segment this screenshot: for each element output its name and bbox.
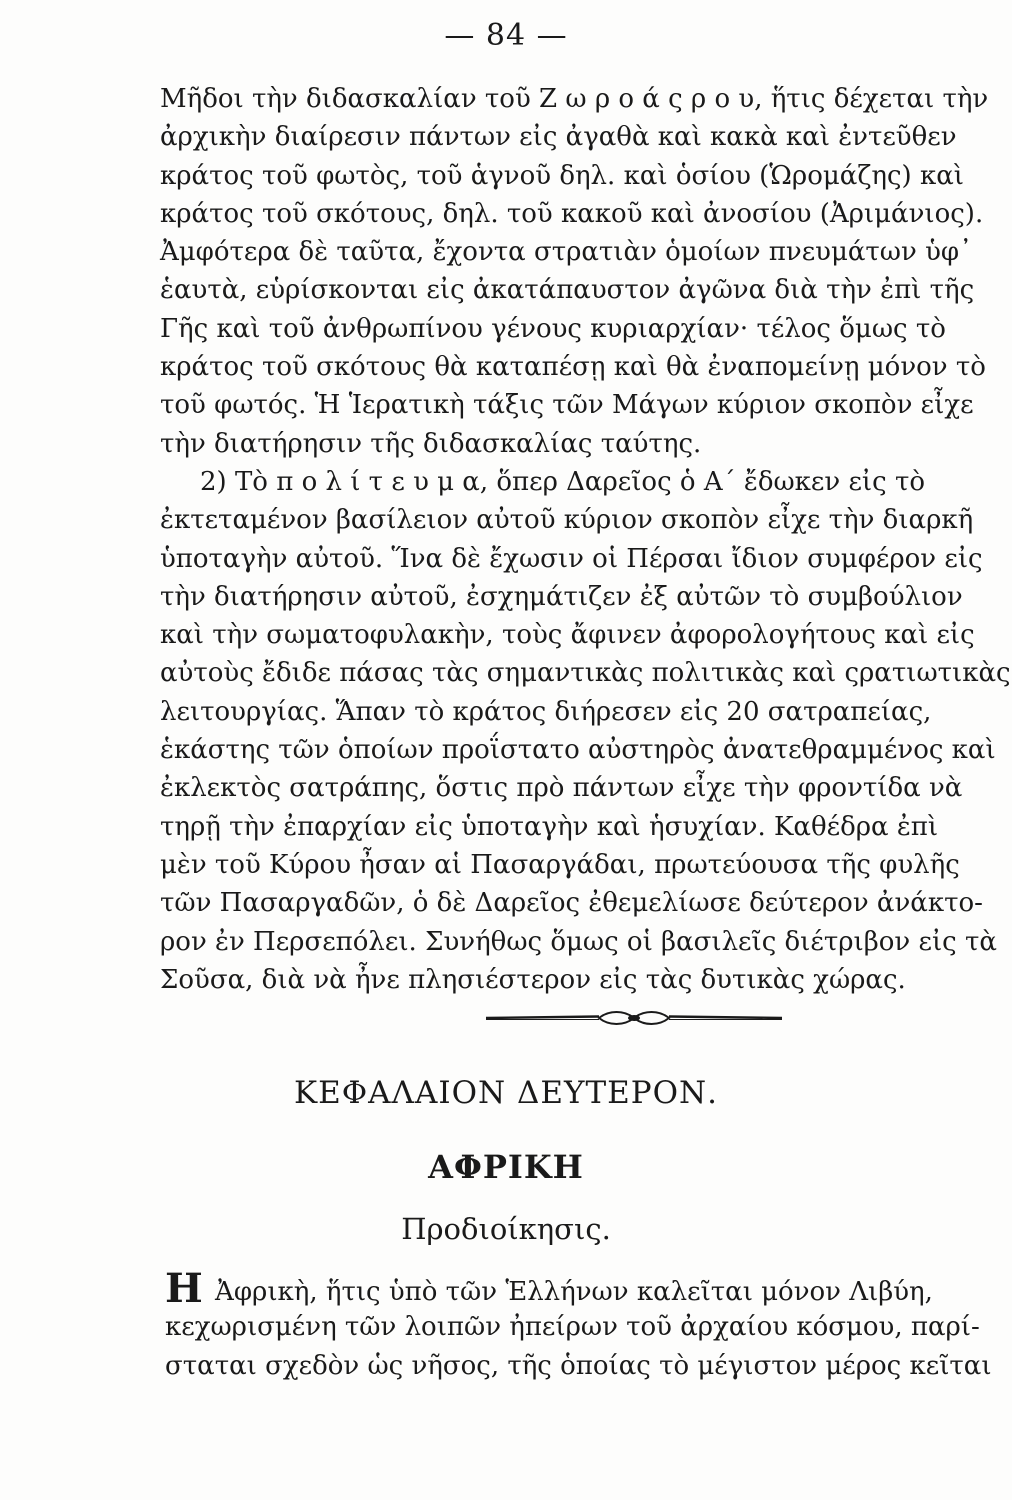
text-line: τὴν διατήρησιν αὐτοῦ, ἐσχημάτιζεν ἐξ αὐτῶν τὸ συμβούλιον [160, 581, 963, 612]
text-line: τοῦ φωτός. Ἡ Ἱερατικὴ τάξις τῶν Μάγων κύριον σκοπὸν εἶχε [160, 390, 974, 421]
text-line: κράτος τοῦ σκότους θὰ καταπέσῃ καὶ θὰ ἐναπομείνῃ μόνον τὸ [160, 352, 986, 383]
section-heading: ΑΦΡΙΚΗ [428, 1148, 584, 1186]
decorative-rule [484, 1006, 784, 1030]
text-line: Σοῦσα, διὰ νὰ ἦνε πλησιέστερον εἰς τὰς δυτικὰς χώρας. [160, 964, 906, 995]
text-line: ρον ἐν Περσεπόλει. Συνήθως ὅμως οἱ βασιλεῖς διέτριβον εἰς τὰ [160, 926, 997, 957]
text-line: ἑκάστης τῶν ὁποίων προΐστατο αὐστηρὸς ἀνατεθραμμένος καὶ [160, 735, 996, 766]
text-line: κράτος τοῦ φωτὸς, τοῦ ἁγνοῦ δηλ. καὶ ὁσίου (Ὡρομάζης) καὶ [160, 160, 964, 191]
text-line: Ἀμφότερα δὲ ταῦτα, ἔχοντα στρατιὰν ὁμοίων πνευμάτων ὑφ᾽ [160, 237, 973, 268]
text-line [165, 1265, 995, 1312]
text-line: τὴν διατήρησιν τῆς διδασκαλίας ταύτης. [160, 428, 702, 459]
text-line: ἑαυτὰ, εὑρίσκονται εἰς ἀκατάπαυστον ἀγῶνα διὰ τὴν ἐπὶ τῆς [160, 275, 975, 306]
text-line: ἐκλεκτὸς σατράπης, ὅστις πρὸ πάντων εἶχε τὴν φροντίδα νὰ [160, 773, 963, 804]
text-line: μὲν τοῦ Κύρου ἦσαν αἱ Πασαργάδαι, πρωτεύουσα τῆς φυλῆς [160, 849, 960, 880]
subheading: Προδιοίκησις. [401, 1212, 611, 1246]
africa-paragraph [165, 1265, 995, 1385]
text-line: τηρῇ τὴν ἐπαρχίαν εἰς ὑποταγὴν καὶ ἡσυχίαν. Καθέδρα ἐπὶ [160, 811, 939, 842]
text-line: κεχωρισμένη τῶν λοιπῶν ἠπείρων τοῦ ἀρχαίου κόσμου, παρί- [165, 1312, 980, 1343]
text-line: ἀρχικὴν διαίρεσιν πάντων εἰς ἀγαθὰ καὶ κακὰ καὶ ἐντεῦθεν [160, 122, 957, 153]
text-line: τῶν Πασαργαδῶν, ὁ δὲ Δαρεῖος ἐθεμελίωσε δεύτερον ἀνάκτο- [160, 888, 983, 919]
text-line: 2) Τὸ π ο λ ί τ ε υ μ α, ὅπερ Δαρεῖος ὁ Α΄ ἔδωκεν εἰς τὸ [200, 466, 925, 497]
text-line: Γῆς καὶ τοῦ ἀνθρωπίνου γένους κυριαρχίαν· τέλος ὅμως τὸ [160, 313, 946, 344]
text-line: ἐκτεταμένον βασίλειον αὐτοῦ κύριον σκοπὸν εἶχε τὴν διαρκῆ [160, 505, 974, 536]
text-line: κράτος τοῦ σκότους, δηλ. τοῦ κακοῦ καὶ ἀνοσίου (Ἀριμάνιος). [160, 198, 984, 229]
drop-cap: Η [165, 1265, 203, 1312]
body-paragraphs [160, 80, 1011, 999]
text-line: καὶ τὴν σωματοφυλακὴν, τοὺς ἄφινεν ἀφορολογήτους καὶ εἰς [160, 620, 975, 651]
text-line-rest: Ἀφρικὴ, ἥτις ὑπὸ τῶν Ἑλλήνων καλεῖται μόνον Λιβύη, [206, 1277, 933, 1307]
text-line: σταται σχεδὸν ὡς νῆσος, τῆς ὁποίας τὸ μέγιστον μέρος κεῖται [165, 1350, 992, 1381]
text-line: ὑποταγὴν αὐτοῦ. Ἵνα δὲ ἔχωσιν οἱ Πέρσαι ἴδιον συμφέρον εἰς [160, 543, 983, 574]
text-line: Μῆδοι τὴν διδασκαλίαν τοῦ Ζ ω ρ ο ά ς ρ ο υ, ἥτις δέχεται τὴν [160, 84, 989, 114]
page-number: — 84 — [444, 18, 568, 53]
text-line: λειτουργίας. Ἅπαν τὸ κράτος διήρεσεν εἰς 20 σατραπείας, [160, 696, 932, 727]
text-line: αὐτοὺς ἔδιδε πάσας τὰς σημαντικὰς πολιτικὰς καὶ ςρατιωτικὰς [160, 658, 1011, 689]
chapter-heading: ΚΕΦΑΛΑΙΟΝ ΔΕΥΤΕΡΟΝ. [293, 1075, 719, 1111]
